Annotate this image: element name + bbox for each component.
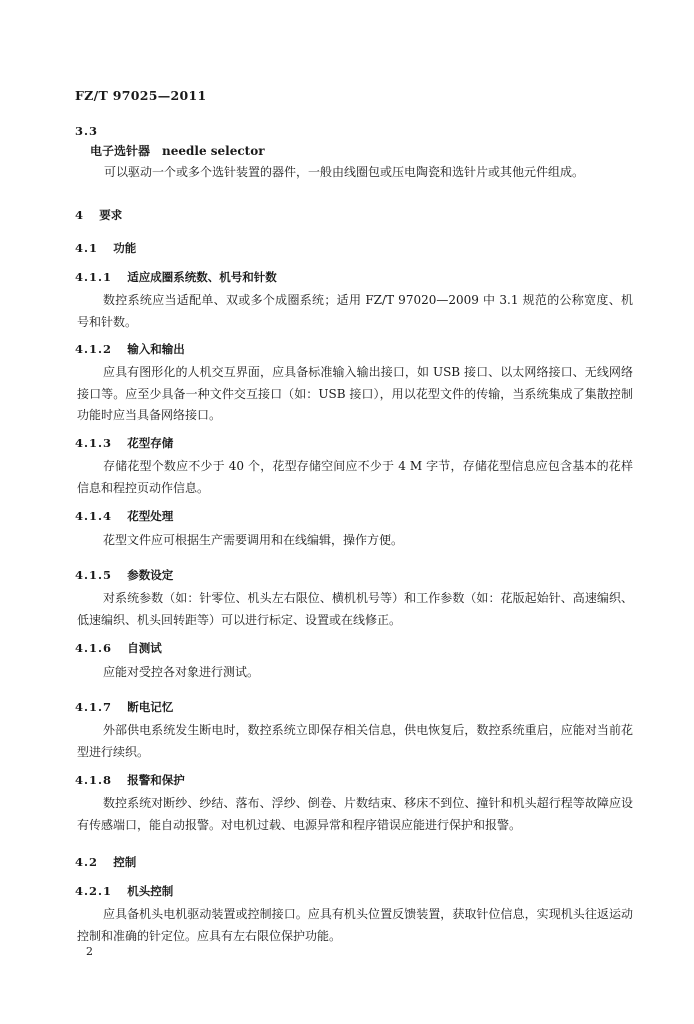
section-heading: 4.1.1 适应成圈系统数、机号和针数 [75,270,277,284]
section-heading: 4.2.1 机头控制 [75,884,174,898]
section-heading: 4.1.8 报警和保护 [75,773,185,787]
section-heading: 4.1.4 花型处理 [75,509,174,523]
document-header: FZ/T 97025—2011 [75,88,207,103]
paragraph: 数控系统应当适配单、双或多个成圈系统；适用 FZ/T 97020—2009 中 3.1 规范的公称宽度、机号和针数。 [77,293,633,329]
paragraph: 外部供电系统发生断电时，数控系统立即保存相关信息，供电恢复后，数控系统重启，应能对当前花型进行续织。 [77,723,633,759]
section-heading: 4 要求 [75,208,123,222]
term-title: 电子选针器 needle selector [90,144,265,158]
section-heading: 4.1.2 输入和输出 [75,342,185,356]
section-heading: 4.1 功能 [75,241,137,255]
page-number: 2 [86,945,93,958]
section-heading: 4.1.6 自测试 [75,641,162,655]
section-heading: 4.1.3 花型存储 [75,436,174,450]
clause-number: 3.3 [75,124,99,138]
paragraph: 应能对受控各对象进行测试。 [103,665,260,679]
section-heading: 4.1.7 断电记忆 [75,700,174,714]
paragraph: 应具有图形化的人机交互界面，应具备标准输入输出接口，如 USB 接口、以太网络接口、无线网络接口等。应至少具备一种文件交互接口（如：USB 接口），用以花型文件的传输，当系统集成了集散控制功能时应当具备网络接口。 [77,365,633,422]
paragraph: 花型文件应可根据生产需要调用和在线编辑，操作方便。 [103,533,404,547]
section-heading: 4.1.5 参数设定 [75,568,174,582]
paragraph: 应具备机头电机驱动装置或控制接口。应具有机头位置反馈装置，获取针位信息，实现机头往返运动控制和准确的针定位。应具有左右限位保护功能。 [77,907,633,943]
paragraph: 对系统参数（如：针零位、机头左右限位、横机机号等）和工作参数（如：花版起始针、高速编织、低速编织、机头回转距等）可以进行标定、设置或在线修正。 [77,591,633,627]
term-definition: 可以驱动一个或多个选针装置的器件，一般由线圈包或压电陶瓷和选针片或其他元件组成。 [104,165,585,179]
section-heading: 4.2 控制 [75,855,137,869]
paragraph: 数控系统对断纱、纱结、落布、浮纱、倒卷、片数结束、移床不到位、撞针和机头超行程等故障应设有传感端口，能自动报警。对电机过载、电源异常和程序错误应能进行保护和报警。 [77,796,633,832]
paragraph: 存储花型个数应不少于 40 个，花型存储空间应不少于 4 M 字节，存储花型信息应包含基本的花样信息和程控页动作信息。 [77,459,633,495]
